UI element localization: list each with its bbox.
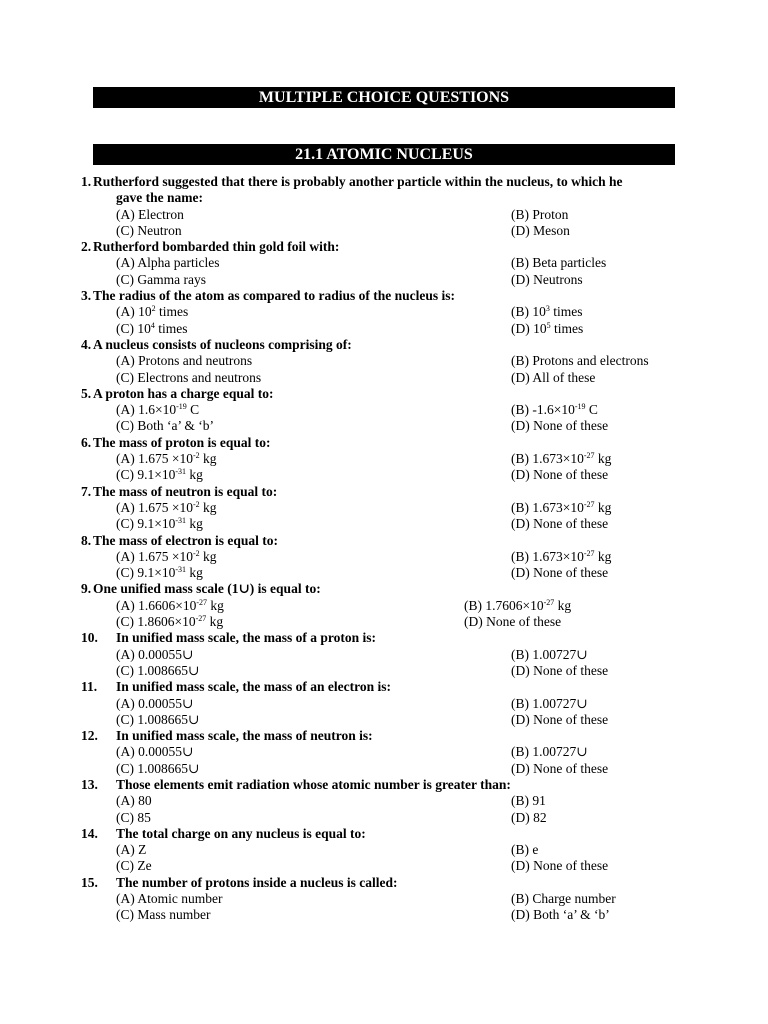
option-d[interactable]: (D) None of these [464,614,562,630]
option-d[interactable]: (D) None of these [511,760,609,776]
option-row [0,402,768,418]
option-row [0,304,768,320]
question-text: The mass of neutron is equal to: [93,483,278,499]
option-row [0,321,768,337]
option-c[interactable]: (C) $1.8606\times 10^{-27}$ kg [116,614,224,630]
question-number: 7. [81,483,92,499]
question-number: 1. [81,174,92,189]
option-c[interactable]: (C) $9.1\times 10^{-31}$ kg [116,467,203,483]
option-c[interactable]: (C) Both ‘a’ & ‘b’ [116,418,214,434]
option-d[interactable]: (D) None of these [511,565,609,581]
question-text: The number of protons inside a nucleus is called: [116,874,398,890]
option-d[interactable]: (D) None of these [511,418,609,434]
option-row [0,761,768,777]
question-stem [0,679,768,695]
option-row [0,549,768,565]
question-text: In unified mass scale, the mass of an electron is: [116,679,391,695]
option-c[interactable]: (C) Mass number [116,907,211,923]
option-b[interactable]: (B) 1.00727∪ [511,646,588,662]
question-number: 5. [81,385,92,401]
question-number: 3. [81,288,92,304]
option-b[interactable]: (B) Proton [511,206,569,222]
question-text: The radius of the atom as compared to radius of the nucleus is: [93,288,456,304]
option-a[interactable]: (A) $1.6606\times 10^{-27}$ kg [116,597,224,613]
option-d[interactable]: (D) $10^5$ times [511,320,584,336]
option-row [0,810,768,826]
question-stem-continued [0,190,768,206]
option-row [0,744,768,760]
option-c[interactable]: (C) $9.1\times 10^{-31}$ kg [116,565,203,581]
option-c[interactable]: (C) 85 [116,809,151,825]
option-a[interactable]: (A) $1.675 \times 10^{-2}$ kg [116,451,217,467]
option-c[interactable]: (C) $10^4$ times [116,320,188,336]
option-b[interactable]: (B) $1.673\times 10^{-27}$ kg [511,548,612,564]
question-text: Rutherford bombarded thin gold foil with: [93,239,340,255]
question-stem [0,435,768,451]
question-stem [0,484,768,500]
option-b[interactable]: (B) 1.00727∪ [511,744,588,760]
question-number: 6. [81,434,92,450]
option-row [0,255,768,271]
option-b[interactable]: (B) Protons and electrons [511,353,649,369]
option-c[interactable]: (C) $9.1\times 10^{-31}$ kg [116,516,203,532]
option-row [0,663,768,679]
question-stem [0,386,768,402]
option-row [0,370,768,386]
option-row [0,500,768,516]
option-a[interactable]: (A) 0.00055∪ [116,695,194,711]
question-number: 10. [81,630,98,646]
option-b[interactable]: (B) Beta particles [511,255,607,271]
option-d[interactable]: (D) Meson [511,222,570,238]
option-b[interactable]: (B) e [511,842,539,858]
option-d[interactable]: (D) Neutrons [511,271,583,287]
question-number: 14. [81,825,98,841]
option-row [0,858,768,874]
option-a[interactable]: (A) Atomic number [116,891,223,907]
question-stem [0,826,768,842]
option-c[interactable]: (C) 1.008665∪ [116,662,200,678]
page-heading: MULTIPLE CHOICE QUESTIONS [93,87,675,108]
question-number: 2. [81,239,92,255]
question-stem [0,239,768,255]
option-row [0,565,768,581]
question-text: Those elements emit radiation whose atomic number is greater than: [116,776,511,792]
question-text: gave the name: [116,190,203,206]
question-stem [0,728,768,744]
question-stem [0,337,768,353]
option-d[interactable]: (D) None of these [511,467,609,483]
option-a[interactable]: (A) $1.675 \times 10^{-2}$ kg [116,499,217,515]
option-c[interactable]: (C) Electrons and neutrons [116,369,262,385]
question-number: 9. [81,581,92,597]
option-b[interactable]: (B) $1.673\times 10^{-27}$ kg [511,499,612,515]
question-stem [0,875,768,891]
question-text: A proton has a charge equal to: [93,385,274,401]
option-d[interactable]: (D) All of these [511,369,596,385]
question-number: 12. [81,728,98,744]
question-text: The mass of electron is equal to: [93,532,278,548]
section-heading: 21.1 ATOMIC NUCLEUS [93,144,675,165]
question-number: 13. [81,776,98,792]
option-b[interactable]: (B) $10^3$ times [511,304,583,320]
option-d[interactable]: (D) Both ‘a’ & ‘b’ [511,907,610,923]
option-c[interactable]: (C) 1.008665∪ [116,760,200,776]
option-a[interactable]: (A) $1.675 \times 10^{-2}$ kg [116,548,217,564]
option-a[interactable]: (A) Alpha particles [116,255,220,271]
question-number: 11. [81,679,98,695]
option-row [0,353,768,369]
option-d[interactable]: (D) None of these [511,516,609,532]
option-d[interactable]: (D) 82 [511,809,547,825]
option-b[interactable]: (B) $-1.6\times 10^{-19}$ C [511,402,598,418]
question-stem [0,174,768,190]
option-row [0,598,768,614]
option-row [0,842,768,858]
option-row [0,418,768,434]
option-row [0,696,768,712]
option-row [0,647,768,663]
option-row [0,614,768,630]
option-b[interactable]: (B) $1.673\times 10^{-27}$ kg [511,451,612,467]
option-a[interactable]: (A) 80 [116,793,152,809]
question-list [0,174,768,924]
question-number: 15. [81,874,98,890]
option-row [0,516,768,532]
question-text: In unified mass scale, the mass of neutron is: [116,728,373,744]
option-c[interactable]: (C) 1.008665∪ [116,711,200,727]
option-a[interactable]: (A) Electron [116,206,184,222]
option-a[interactable]: (A) $1.6\times 10^{-19}$ C [116,402,200,418]
option-c[interactable]: (C) Neutron [116,222,182,238]
question-text: The mass of proton is equal to: [93,434,271,450]
option-c[interactable]: (C) Gamma rays [116,271,206,287]
question-text: Rutherford suggested that there is probably another particle within the nucleus, to which he [93,174,623,189]
question-text: The total charge on any nucleus is equal to: [116,825,366,841]
question-stem [0,581,768,597]
option-d[interactable]: (D) None of these [511,858,609,874]
option-d[interactable]: (D) None of these [511,711,609,727]
question-text: In unified mass scale, the mass of a proton is: [116,630,377,646]
option-row [0,467,768,483]
question-stem [0,533,768,549]
option-row [0,891,768,907]
question-number: 8. [81,532,92,548]
option-row [0,712,768,728]
option-row [0,272,768,288]
option-a[interactable]: (A) Z [116,842,147,858]
option-d[interactable]: (D) None of these [511,662,609,678]
option-b[interactable]: (B) 91 [511,793,546,809]
option-b[interactable]: (B) Charge number [511,891,616,907]
question-stem [0,288,768,304]
option-row [0,207,768,223]
option-a[interactable]: (A) Protons and neutrons [116,353,253,369]
option-a[interactable]: (A) 0.00055∪ [116,646,194,662]
option-b[interactable]: (B) 1.00727∪ [511,695,588,711]
question-text: One unified mass scale (1∪) is equal to: [93,581,321,597]
option-row [0,793,768,809]
question-stem [0,777,768,793]
option-a[interactable]: (A) $10^2$ times [116,304,189,320]
question-stem [0,630,768,646]
option-row [0,451,768,467]
question-number: 4. [81,336,92,352]
question-text: A nucleus consists of nucleons comprising of: [93,336,352,352]
option-row [0,223,768,239]
option-row [0,907,768,923]
option-a[interactable]: (A) 0.00055∪ [116,744,194,760]
option-b[interactable]: (B) $1.7606\times 10^{-27}$ kg [464,597,572,613]
option-c[interactable]: (C) Ze [116,858,152,874]
